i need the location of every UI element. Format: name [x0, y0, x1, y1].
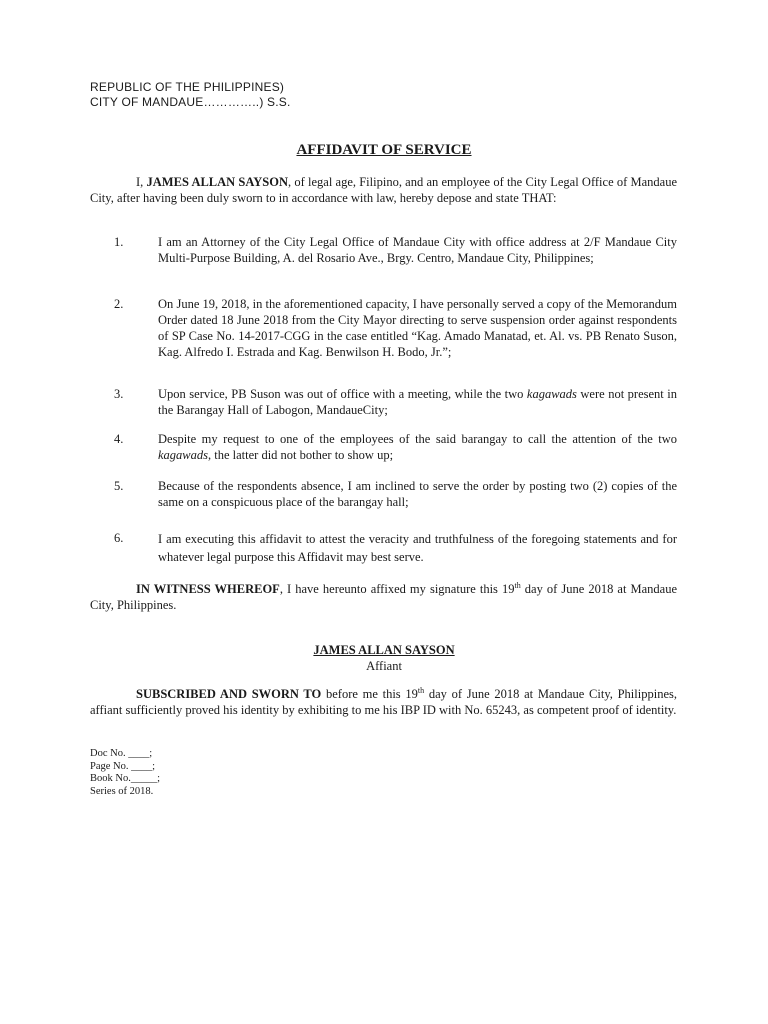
item-text-part: Despite my request to one of the employees of the said barangay to call the attention of the two [158, 432, 677, 446]
item-text-emphasis: kagawads [526, 387, 577, 401]
venue-line-republic: REPUBLIC OF THE PHILIPPINES) [90, 80, 285, 94]
list-item [114, 386, 677, 418]
item-text [158, 431, 677, 463]
item-number: 5. [114, 479, 124, 493]
witness-text: , I have hereunto affixed my signature this 19 [279, 582, 515, 596]
item-text-part: Upon service, PB Suson was out of office with a meeting, while the two [158, 387, 527, 401]
doc-number: Doc No. ____; [90, 748, 153, 759]
item-text: I am executing this affidavit to attest the veracity and truthfulness of the foregoing statements and for whatever legal purpose this Affidavit may best serve. [158, 532, 677, 564]
item-number: 2. [114, 297, 124, 311]
list-item [114, 431, 677, 463]
item-number: 1. [114, 235, 124, 249]
list-item [114, 234, 677, 266]
affiant-name: JAMES ALLAN SAYSON [146, 175, 288, 189]
jurat-ordinal: th [417, 685, 425, 695]
witness-paragraph [90, 581, 677, 613]
list-item [114, 478, 677, 510]
witness-ordinal: th [514, 580, 521, 590]
series-year: Series of 2018. [90, 785, 154, 797]
item-text-part: , the latter did not bother to show up; [208, 448, 394, 462]
item-text: I am an Attorney of the City Legal Office of Mandaue City with office address at 2/F Mandaue City Multi-Purpose Building, A. del Rosario Ave., Brgy. Centro, Mandaue City, Philippines; [158, 235, 677, 265]
witness-heading: IN WITNESS WHEREOF [136, 582, 280, 596]
list-item [114, 530, 677, 566]
page-number: Page No. ____; [90, 760, 156, 772]
jurat-paragraph [90, 686, 677, 718]
intro-text: , of legal age, Filipino, and an employee of the City Legal Office of Mandaue City, after having been duly sworn to in accordance with law, hereby depose and state THAT: [90, 175, 677, 205]
intro-paragraph [90, 174, 677, 206]
signature-block [0, 642, 768, 674]
item-text [158, 386, 677, 418]
signatory-name: JAMES ALLAN SAYSON [313, 643, 455, 657]
jurat-text: before me this 19 [321, 687, 418, 701]
item-text-part: were not present in the Barangay Hall of Labogon, MandaueCity; [158, 387, 677, 417]
signatory-role: Affiant [366, 659, 402, 673]
book-number: Book No._____; [90, 773, 161, 784]
jurat-heading: SUBSCRIBED AND SWORN TO [136, 687, 322, 701]
document-title: AFFIDAVIT OF SERVICE [296, 142, 472, 158]
jurat-text-end: day of June 2018 at Mandaue City, Philippines, affiant sufficiently proved his identity by exhibiting to me his IBP ID with No. 65243, as competent proof of identity. [90, 687, 677, 717]
notarial-register [90, 748, 160, 798]
list-item [114, 296, 677, 360]
item-number: 4. [114, 432, 124, 446]
intro-prefix: I, [136, 175, 147, 189]
witness-text-end: day of June 2018 at Mandaue City, Philippines. [90, 582, 678, 612]
item-number: 3. [114, 387, 124, 401]
item-number: 6. [114, 531, 124, 545]
item-text: On June 19, 2018, in the aforementioned capacity, I have personally served a copy of the Memorandum Order dated 18 June 2018 from the City Mayor directing to serve suspension order against respondents of SP Case No. 14-2017-CGG in the case entitled “Kag. Amado Manatad, et. Al. vs. PB Renato Suson, Kag. Alfredo I. Estrada and Kag. Benwilson H. Bodo, Jr.”; [158, 297, 677, 359]
item-text: Because of the respondents absence, I am inclined to serve the order by posting two (2) copies of the same on a conspicuous place of the barangay hall; [158, 479, 677, 509]
venue-line-city: CITY OF MANDAUE…………..) S.S. [90, 95, 291, 109]
venue-header [90, 80, 291, 110]
item-text-emphasis: kagawads [158, 448, 208, 462]
